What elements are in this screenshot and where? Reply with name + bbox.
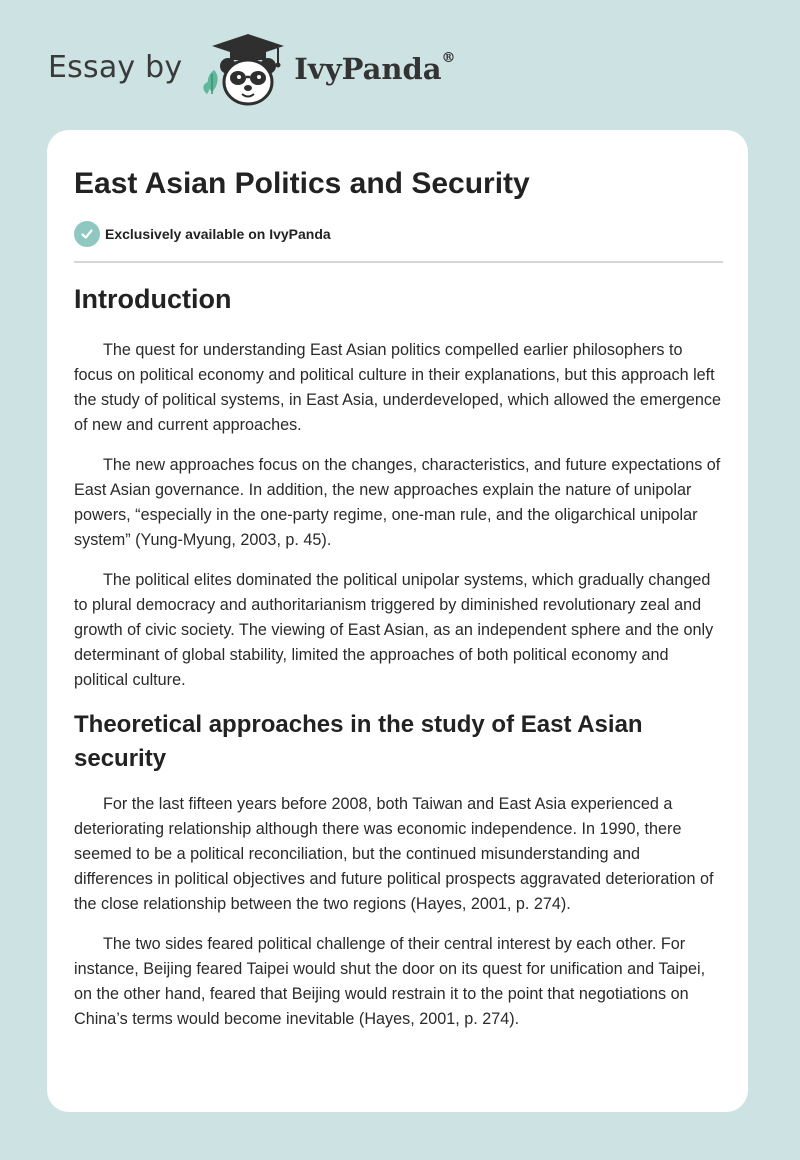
site-header xyxy=(48,30,456,110)
paragraph: The political elites dominated the political unipolar systems, which gradually changed to plural democracy and authoritarianism triggered by diminished revolutionary zeal and growth of civic society. The viewing of East Asian, as an independent sphere and the only determinant of global stability, limited the approaches of both political economy and political culture. xyxy=(74,571,714,689)
section-heading-introduction: Introduction xyxy=(74,284,232,314)
paragraph: The new approaches focus on the changes, characteristics, and future expectations of East Asian governance. In addition, the new approaches explain the nature of unipolar powers, “especially in the one-party regime, one-man rule, and the oligarchical unipolar system” (Yung-Myung, 2003, p. 45). xyxy=(74,456,721,549)
divider xyxy=(74,261,723,263)
registered-mark: ® xyxy=(441,50,456,66)
section-heading-theoretical-approaches: Theoretical approaches in the study of East Asian security xyxy=(74,711,643,772)
check-icon xyxy=(74,221,100,247)
essay-card xyxy=(47,130,748,1112)
badge-label: Exclusively available on IvyPanda xyxy=(105,226,331,242)
article-body xyxy=(74,282,723,1047)
brand-name: IvyPanda® xyxy=(294,50,456,86)
exclusive-badge xyxy=(74,221,331,247)
paragraph: For the last fifteen years before 2008, both Taiwan and East Asia experienced a deteriorating relationship although there was economic independence. In 1990, there seemed to be a political reconciliation, but the continued misunderstanding and differences in political objectives and future political prospects aggravated deterioration of the close relationship between the two regions (Hayes, 2001, p. 274). xyxy=(74,795,714,913)
paragraph: The quest for understanding East Asian politics compelled earlier philosophers to focus on political economy and political culture in their explanations, but this approach left the study of political systems, in East Asia, underdeveloped, which allowed the emergence of new and current approaches. xyxy=(74,341,721,434)
panda-logo-icon xyxy=(198,30,290,110)
page-title: East Asian Politics and Security xyxy=(74,167,530,200)
ivypanda-logo[interactable] xyxy=(198,30,455,110)
essay-by-label: Essay by xyxy=(48,49,183,85)
paragraph: The two sides feared political challenge of their central interest by each other. For instance, Beijing feared Taipei would shut the door on its quest for unification and Taipei, on the other hand, feared that Beijing would restrain it to the point that negotiations on China’s terms would become inevitable (Hayes, 2001, p. 274). xyxy=(74,935,706,1028)
